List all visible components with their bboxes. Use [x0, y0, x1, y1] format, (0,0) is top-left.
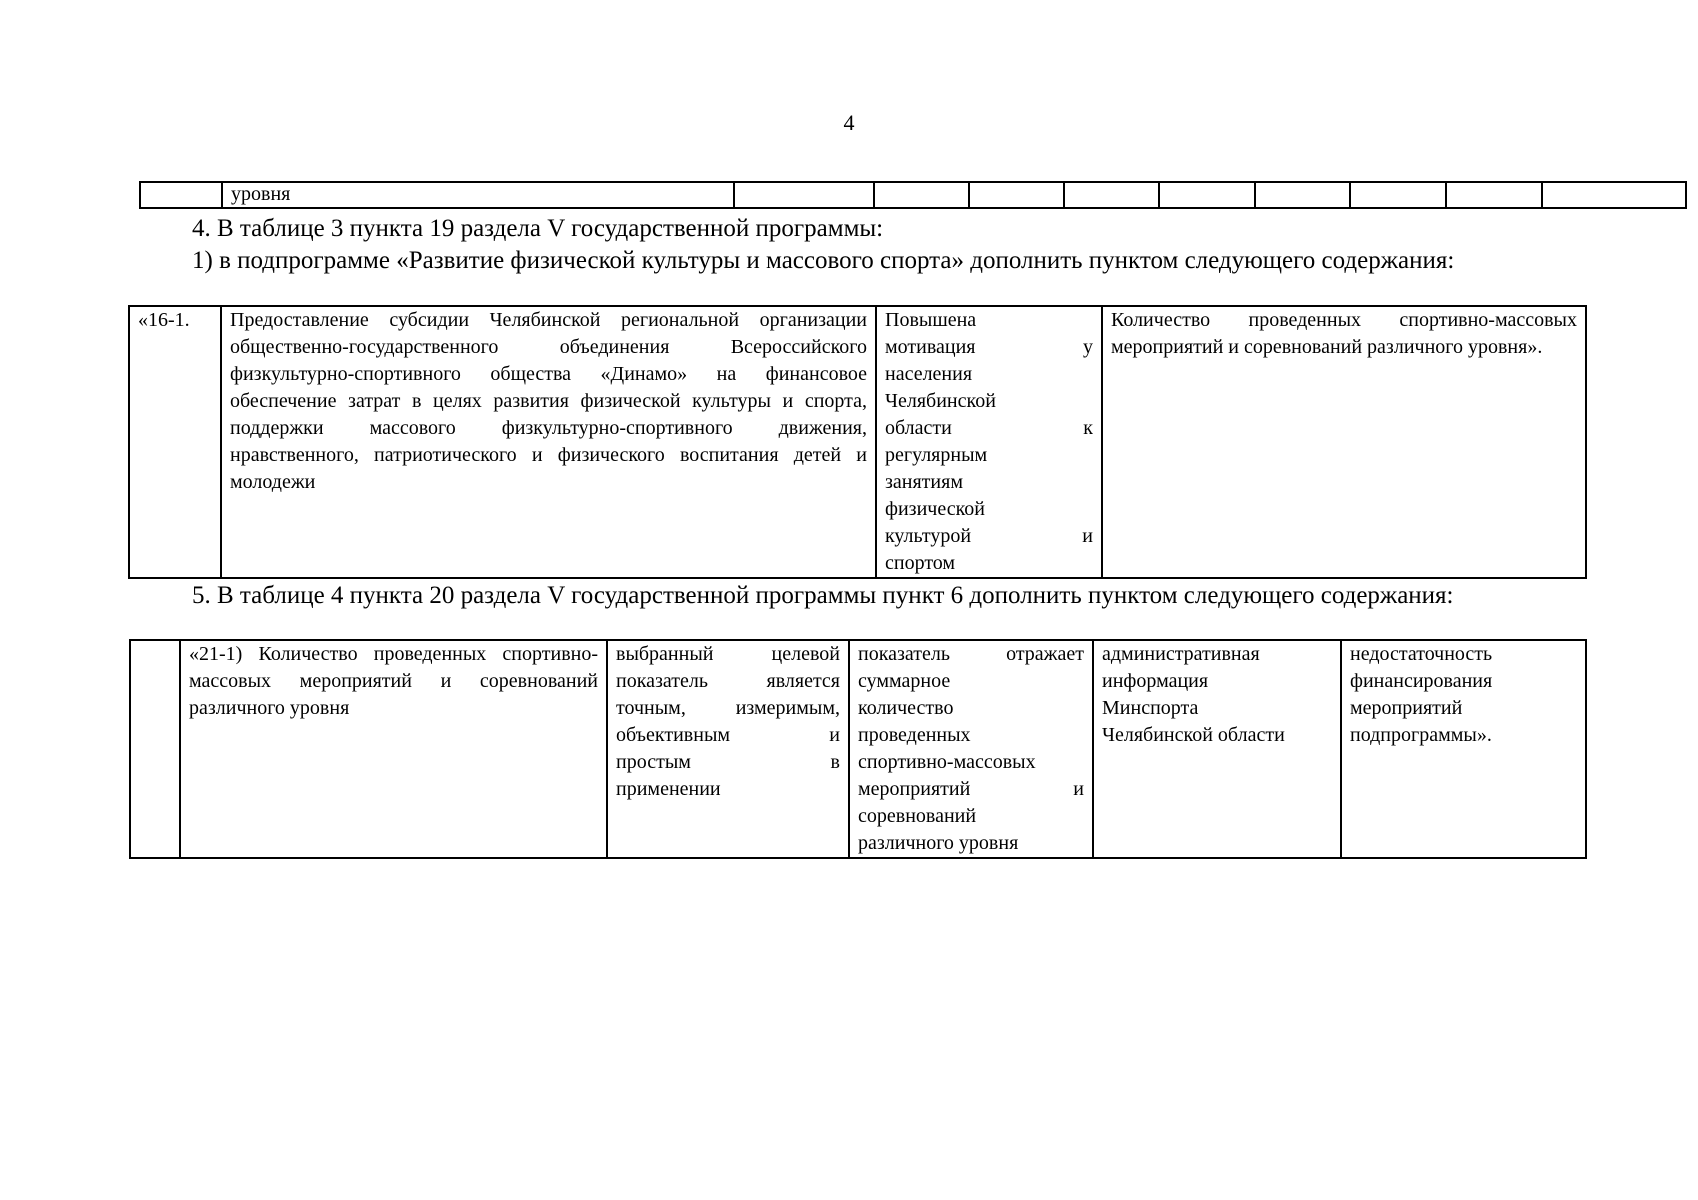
item-number: «16-1.: [129, 306, 221, 578]
risks: недостаточность финансирования мероприятий подпрограммы».: [1341, 640, 1586, 858]
top-table-fragment: [139, 181, 1687, 209]
item-result: Повышена мотивация у населения Челябинской области к регулярным занятиям физической культурой и спортом: [876, 306, 1102, 578]
table-cell: [1159, 182, 1255, 208]
table-item-21-1: [129, 639, 1587, 859]
empty-cell: [130, 640, 180, 858]
item-indicator: Количество проведенных спортивно-массовых мероприятий и соревнований различного уровня».: [1102, 306, 1586, 578]
table-item-16-1: [128, 305, 1587, 579]
table-cell: [1542, 182, 1686, 208]
table-cell: [1446, 182, 1542, 208]
page-number: 4: [843, 110, 855, 135]
data-source: административная информация Минспорта Челябинской области: [1093, 640, 1341, 858]
indicator-justification: выбранный целевой показатель является точным, измеримым, объективным и простым в применении: [607, 640, 849, 858]
paragraph-item-4: 4. В таблице 3 пункта 19 раздела V государственной программы:: [192, 215, 884, 242]
table-cell: [1255, 182, 1350, 208]
indicator-meaning: показатель отражает суммарное количество проведенных спортивно-массовых мероприятий и соревнований различного уровня: [849, 640, 1093, 858]
table-cell: [1350, 182, 1446, 208]
table-cell: уровня: [222, 182, 734, 208]
paragraph-item-5: 5. В таблице 4 пункта 20 раздела V государственной программы пункт 6 дополнить пунктом следующего содержания:: [192, 582, 1454, 609]
table-row: [130, 640, 1586, 858]
table-cell: [969, 182, 1064, 208]
paragraph-item-4-1: 1) в подпрограмме «Развитие физической культуры и массового спорта» дополнить пунктом следующего содержания:: [192, 247, 1455, 274]
table-row: [129, 306, 1586, 578]
indicator-name: «21-1) Количество проведенных спортивно-массовых мероприятий и соревнований различного уровня: [180, 640, 607, 858]
table-cell: [140, 182, 222, 208]
table-row: [140, 182, 1686, 208]
item-description: Предоставление субсидии Челябинской региональной организации общественно-государственного объединения Всероссийского физкультурно-спортивного общества «Динамо» на финансовое обеспечение затрат в целях развития физической культуры и спорта, поддержки массового физкультурно-спортивного движения, нравственного, патриотического и физического воспитания детей и молодежи: [221, 306, 876, 578]
table-cell: [734, 182, 874, 208]
table-cell: [1064, 182, 1159, 208]
table-cell: [874, 182, 969, 208]
